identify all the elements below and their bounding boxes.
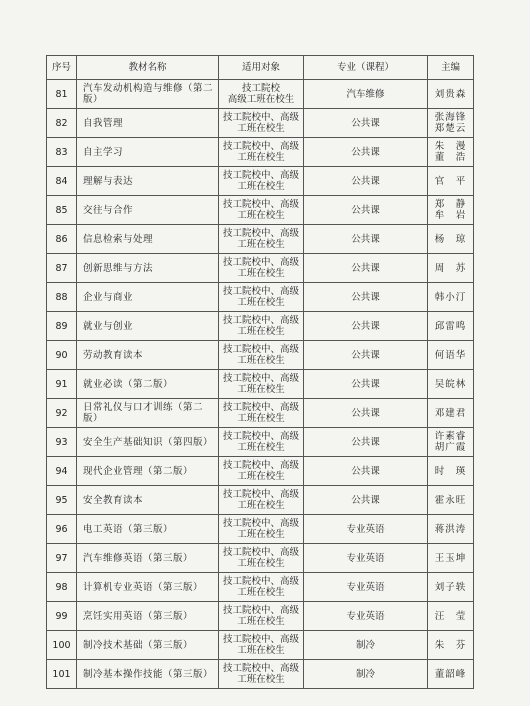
table-row (47, 399, 474, 428)
cell-editor: 汪 莹 (428, 602, 474, 631)
cell-major: 公共课 (304, 312, 428, 341)
cell-editor: 郑 静 牟 岩 (428, 196, 474, 225)
cell-major: 公共课 (304, 486, 428, 515)
table-row (47, 602, 474, 631)
cell-major: 公共课 (304, 225, 428, 254)
cell-name: 企业与商业 (77, 283, 219, 312)
cell-target: 技工院校中、高级工班在校生 (219, 544, 304, 573)
cell-major: 公共课 (304, 341, 428, 370)
cell-no: 101 (47, 660, 77, 689)
cell-no: 96 (47, 515, 77, 544)
cell-editor: 霍永旺 (428, 486, 474, 515)
table-row (47, 196, 474, 225)
cell-major: 公共课 (304, 109, 428, 138)
cell-editor: 官 平 (428, 167, 474, 196)
table-row (47, 312, 474, 341)
table-row (47, 225, 474, 254)
cell-editor: 韩小汀 (428, 283, 474, 312)
cell-editor: 杨 琼 (428, 225, 474, 254)
cell-major: 公共课 (304, 196, 428, 225)
header-editor: 主编 (428, 56, 474, 80)
cell-major: 专业英语 (304, 515, 428, 544)
cell-no: 84 (47, 167, 77, 196)
cell-name: 就业与创业 (77, 312, 219, 341)
cell-no: 82 (47, 109, 77, 138)
cell-target: 技工院校中、高级工班在校生 (219, 254, 304, 283)
cell-target: 技工院校中、高级工班在校生 (219, 283, 304, 312)
cell-no: 93 (47, 428, 77, 457)
cell-target: 技工院校中、高级工班在校生 (219, 109, 304, 138)
table-row (47, 573, 474, 602)
cell-no: 81 (47, 80, 77, 109)
cell-target: 技工院校中、高级工班在校生 (219, 370, 304, 399)
cell-no: 95 (47, 486, 77, 515)
cell-name: 就业必读（第二版） (77, 370, 219, 399)
cell-editor: 王玉坤 (428, 544, 474, 573)
table-row (47, 428, 474, 457)
cell-name: 电工英语（第三版） (77, 515, 219, 544)
cell-no: 87 (47, 254, 77, 283)
table-row (47, 370, 474, 399)
cell-name: 汽车维修英语（第三版） (77, 544, 219, 573)
cell-editor: 刘子轶 (428, 573, 474, 602)
cell-no: 86 (47, 225, 77, 254)
cell-editor: 董韶峰 (428, 660, 474, 689)
table-row (47, 457, 474, 486)
cell-major: 公共课 (304, 457, 428, 486)
table-row (47, 544, 474, 573)
cell-name: 自我管理 (77, 109, 219, 138)
cell-editor: 邓建君 (428, 399, 474, 428)
cell-target: 技工院校中、高级工班在校生 (219, 138, 304, 167)
cell-name: 劳动教育读本 (77, 341, 219, 370)
cell-editor: 邱雷鸣 (428, 312, 474, 341)
table-row (47, 283, 474, 312)
cell-name: 烹饪实用英语（第三版） (77, 602, 219, 631)
cell-major: 专业英语 (304, 573, 428, 602)
table-row (47, 515, 474, 544)
table-row (47, 109, 474, 138)
cell-no: 94 (47, 457, 77, 486)
cell-editor: 朱 芬 (428, 631, 474, 660)
cell-name: 制冷技术基础（第三版） (77, 631, 219, 660)
cell-target: 技工院校中、高级工班在校生 (219, 341, 304, 370)
cell-name: 现代企业管理（第二版） (77, 457, 219, 486)
table-row (47, 660, 474, 689)
header-major: 专业（课程） (304, 56, 428, 80)
cell-target: 技工院校中、高级工班在校生 (219, 225, 304, 254)
header-target: 适用对象 (219, 56, 304, 80)
cell-target: 技工院校中、高级工班在校生 (219, 457, 304, 486)
cell-target: 技工院校中、高级工班在校生 (219, 196, 304, 225)
cell-no: 89 (47, 312, 77, 341)
cell-editor: 何语华 (428, 341, 474, 370)
cell-target: 技工院校中、高级工班在校生 (219, 486, 304, 515)
cell-major: 专业英语 (304, 544, 428, 573)
cell-editor: 时 瑛 (428, 457, 474, 486)
cell-target: 技工院校中、高级工班在校生 (219, 399, 304, 428)
cell-target: 技工院校中、高级工班在校生 (219, 602, 304, 631)
header-name: 教材名称 (77, 56, 219, 80)
header-row (47, 56, 474, 80)
table-row (47, 254, 474, 283)
cell-name: 制冷基本操作技能（第三版） (77, 660, 219, 689)
cell-target: 技工院校中、高级工班在校生 (219, 660, 304, 689)
cell-name: 信息检索与处理 (77, 225, 219, 254)
cell-no: 90 (47, 341, 77, 370)
cell-name: 理解与表达 (77, 167, 219, 196)
cell-major: 专业英语 (304, 602, 428, 631)
cell-major: 公共课 (304, 138, 428, 167)
cell-no: 100 (47, 631, 77, 660)
cell-name: 自主学习 (77, 138, 219, 167)
cell-no: 97 (47, 544, 77, 573)
table-body (47, 80, 474, 689)
cell-editor: 张海锋 郑楚云 (428, 109, 474, 138)
cell-target: 技工院校中、高级工班在校生 (219, 428, 304, 457)
cell-major: 公共课 (304, 428, 428, 457)
cell-no: 99 (47, 602, 77, 631)
table-row (47, 138, 474, 167)
table-row (47, 80, 474, 109)
textbook-table (46, 55, 474, 689)
cell-name: 汽车发动机构造与维修（第二版） (77, 80, 219, 109)
cell-no: 88 (47, 283, 77, 312)
cell-major: 汽车维修 (304, 80, 428, 109)
cell-major: 制冷 (304, 660, 428, 689)
cell-name: 日常礼仪与口才训练（第二版） (77, 399, 219, 428)
cell-major: 公共课 (304, 254, 428, 283)
cell-major: 公共课 (304, 399, 428, 428)
cell-name: 计算机专业英语（第三版） (77, 573, 219, 602)
cell-target: 技工院校中、高级工班在校生 (219, 573, 304, 602)
cell-no: 83 (47, 138, 77, 167)
table-row (47, 486, 474, 515)
cell-editor: 蒋洪涛 (428, 515, 474, 544)
cell-target: 技工院校中、高级工班在校生 (219, 631, 304, 660)
cell-target: 技工院校 高级工班在校生 (219, 80, 304, 109)
cell-major: 制冷 (304, 631, 428, 660)
cell-name: 创新思维与方法 (77, 254, 219, 283)
cell-no: 92 (47, 399, 77, 428)
table-row (47, 341, 474, 370)
cell-no: 85 (47, 196, 77, 225)
header-no: 序号 (47, 56, 77, 80)
cell-major: 公共课 (304, 370, 428, 399)
cell-major: 公共课 (304, 167, 428, 196)
cell-editor: 吴皖林 (428, 370, 474, 399)
cell-editor: 朱 漫 董 浩 (428, 138, 474, 167)
table-row (47, 167, 474, 196)
table-row (47, 631, 474, 660)
cell-name: 安全教育读本 (77, 486, 219, 515)
cell-target: 技工院校中、高级工班在校生 (219, 167, 304, 196)
cell-name: 交往与合作 (77, 196, 219, 225)
cell-editor: 许素睿 胡广霞 (428, 428, 474, 457)
table-header (47, 56, 474, 80)
cell-editor: 刘贵森 (428, 80, 474, 109)
cell-editor: 周 苏 (428, 254, 474, 283)
cell-major: 公共课 (304, 283, 428, 312)
cell-name: 安全生产基础知识（第四版） (77, 428, 219, 457)
cell-no: 98 (47, 573, 77, 602)
cell-target: 技工院校中、高级工班在校生 (219, 515, 304, 544)
cell-no: 91 (47, 370, 77, 399)
cell-target: 技工院校中、高级工班在校生 (219, 312, 304, 341)
